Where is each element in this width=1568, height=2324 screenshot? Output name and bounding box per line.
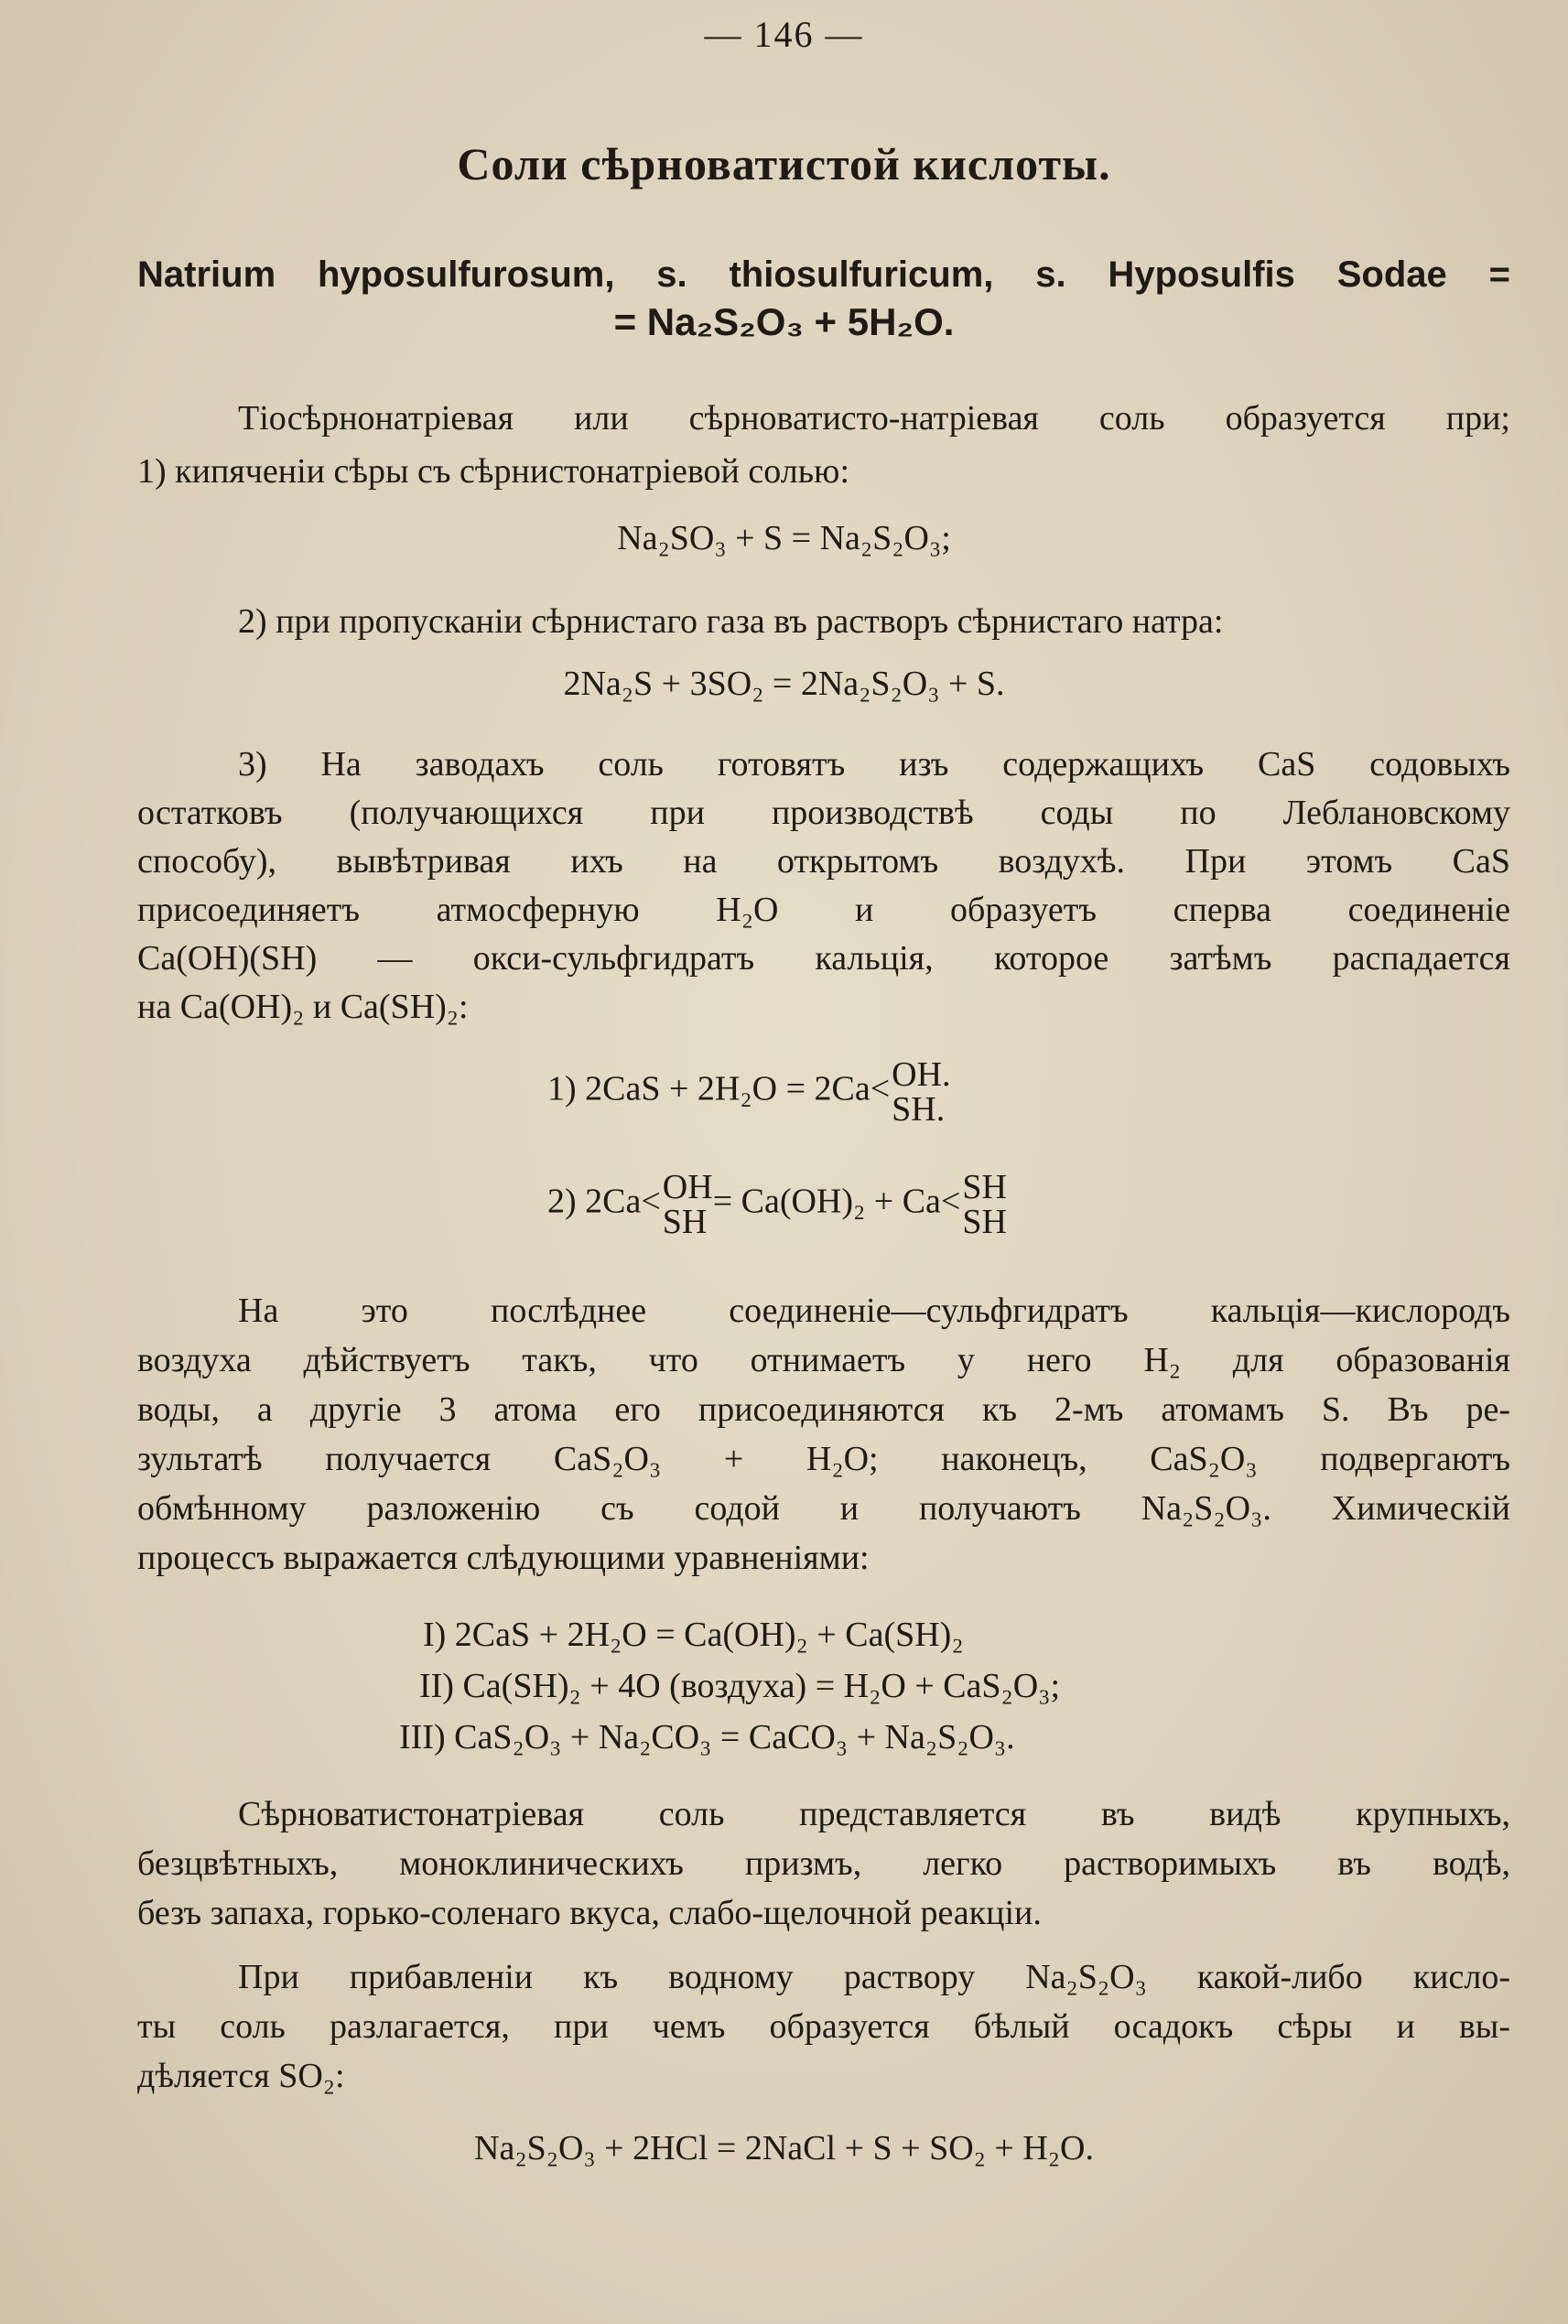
text-line: 3) На заводахъ соль готовятъ изъ содержащихъ CaS содовыхъ — [238, 745, 1510, 784]
branch-top: SH — [962, 1168, 1007, 1206]
text-line: 1) кипяченіи сѣры съ сѣрнистонатріевой солью: — [137, 452, 849, 491]
equation: 2Na₂S + 3SO₂ = 2Na₂S₂O₃ + S. — [563, 665, 1005, 703]
text-line: процессъ выражается слѣдующими уравненіями: — [137, 1539, 870, 1577]
reaction-2-branch-2 — [962, 1170, 1007, 1239]
reaction-1-branch — [892, 1057, 950, 1127]
branch-bottom: SH — [662, 1203, 708, 1241]
branch-top: OH — [662, 1168, 713, 1206]
reaction-2-left: 2) 2Ca< — [547, 1182, 661, 1221]
reaction-1-left: 1) 2CaS + 2H₂O = 2Ca< — [547, 1069, 891, 1108]
text-line: на Ca(OH)₂ и Ca(SH)₂: — [137, 988, 469, 1026]
text-line: остатковъ (получающихся при производствѣ соды по Леблановскому — [137, 794, 1510, 832]
text-line: Сѣрноватистонатріевая соль представляется въ видѣ крупныхъ, — [238, 1795, 1510, 1833]
reaction-2-branch-1 — [663, 1170, 713, 1239]
equation-III: III) CaS₂O₃ + Na₂CO₃ = CaCO₃ + Na₂S₂O₃. — [399, 1718, 1015, 1757]
text-line: 2) при пропусканіи сѣрнистаго газа въ растворъ сѣрнистаго натра: — [238, 602, 1224, 641]
equation-I: I) 2CaS + 2H₂O = Ca(OH)₂ + Ca(SH)₂ — [423, 1616, 964, 1654]
text-line: присоединяетъ атмосферную H₂O и образуетъ сперва соединеніе — [137, 891, 1510, 929]
page-number: — 146 — — [704, 14, 864, 55]
section-title: Соли сѣрноватистой кислоты. — [457, 138, 1111, 189]
text-line: безцвѣтныхъ, моноклиническихъ призмъ, легко растворимыхъ въ водѣ, — [137, 1844, 1510, 1883]
text-line: воздуха дѣйствуетъ такъ, что отнимаетъ у него H₂ для образованія — [137, 1341, 1510, 1379]
text-line: ты соль разлагается, при чемъ образуется бѣлый осадокъ сѣры и вы- — [137, 2007, 1510, 2046]
latin-name-line-1: Natrium hyposulfurosum, s. thiosulfuricum, s. Hyposulfis Sodae = — [137, 254, 1510, 295]
text-line: При прибавленіи къ водному раствору Na₂S₂O₃ какой-либо кисло- — [238, 1958, 1510, 1996]
text-line: обмѣнному разложенію съ содой и получаютъ Na₂S₂O₃. Химическій — [137, 1489, 1510, 1528]
branch-bottom: SH. — [892, 1090, 946, 1129]
reaction-2-mid: = Ca(OH)₂ + Ca< — [712, 1182, 961, 1221]
text-line: На это послѣднее соединеніе—сульфгидратъ кальція—кислородъ — [238, 1292, 1510, 1330]
text-line: дѣляется SO₂: — [137, 2057, 345, 2095]
text-line: Тіосѣрнонатріевая или сѣрноватисто-натріевая соль образуется при; — [238, 399, 1510, 438]
reaction-2 — [547, 1170, 1007, 1239]
equation-II: II) Ca(SH)₂ + 4O (воздуха) = H₂O + CaS₂O₃; — [419, 1667, 1061, 1705]
text-line: воды, а другіе 3 атома его присоединяются къ 2-мъ атомамъ S. Въ ре- — [137, 1390, 1510, 1429]
latin-name-line-2: = Na₂S₂O₃ + 5H₂O. — [613, 300, 955, 343]
text-line: безъ запаха, горько-соленаго вкуса, слабо-щелочной реакціи. — [137, 1894, 1042, 1932]
reaction-1 — [547, 1057, 951, 1127]
equation: Na₂SO₃ + S = Na₂S₂O₃; — [617, 519, 951, 557]
branch-top: OH. — [892, 1055, 951, 1094]
equation: Na₂S₂O₃ + 2HCl = 2NaCl + S + SO₂ + H₂O. — [474, 2129, 1094, 2167]
text-line: зультатѣ получается CaS₂O₃ + H₂O; наконецъ, CaS₂O₃ подвергаютъ — [137, 1440, 1510, 1478]
text-line: Ca(OH)(SH) — окси-сульфгидратъ кальція, которое затѣмъ распадается — [137, 939, 1510, 978]
text-line: способу), вывѣтривая ихъ на открытомъ воздухѣ. При этомъ CaS — [137, 842, 1510, 881]
branch-bottom: SH — [962, 1203, 1007, 1241]
